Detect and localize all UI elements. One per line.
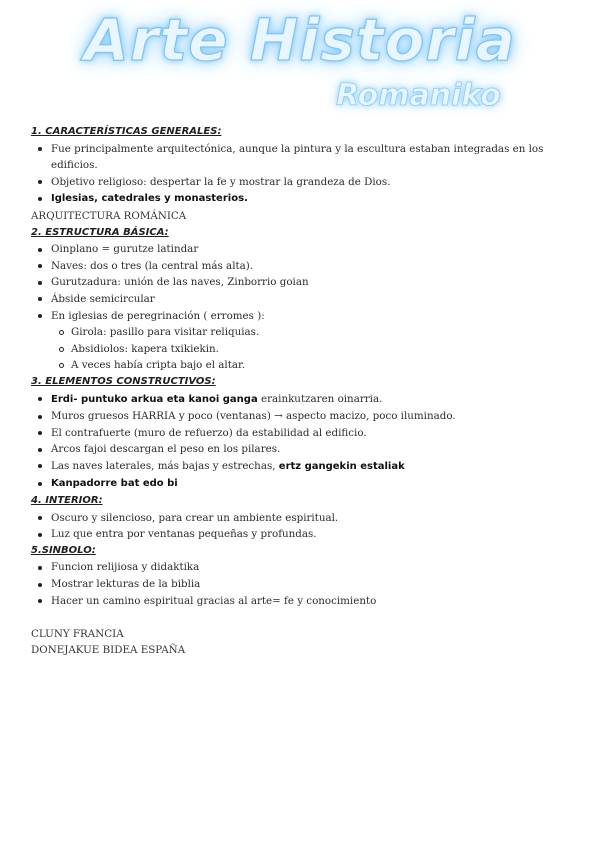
list-item: Muros gruesos HARRIA y poco (ventanas) → aspecto macizo, poco iluminado. <box>31 408 576 425</box>
list-item <box>31 391 576 409</box>
bold-text: ertz gangekin estaliak <box>278 460 405 472</box>
list-item: Funcion relijiosa y didaktika <box>31 559 576 576</box>
list-item: Hacer un camino espiritual gracias al arte= fe y conocimiento <box>31 593 576 610</box>
list-item: Arcos fajoi descargan el peso en los pilares. <box>31 441 576 458</box>
notes-content <box>31 124 576 659</box>
bold-text: Iglesias, catedrales y monasterios. <box>51 193 248 205</box>
list-item: Gurutzadura: unión de las naves, Zinborrio goian <box>31 274 576 291</box>
elementos-list <box>31 391 576 494</box>
bold-text: Kanpadorre bat edo bi <box>51 478 178 490</box>
simbolo-list <box>31 559 576 609</box>
list-item: Naves: dos o tres (la central más alta). <box>31 258 576 275</box>
list-item <box>31 458 576 476</box>
item-text: erainkutzaren oinarria. <box>257 392 383 405</box>
list-item: Oscuro y silencioso, para crear un ambiente espiritual. <box>31 510 576 527</box>
list-item: Ábside semicircular <box>31 291 576 308</box>
caracteristicas-list <box>31 141 576 208</box>
estructura-list <box>31 241 576 324</box>
interior-list <box>31 510 576 543</box>
item-text: Las naves laterales, más bajas y estrechas, <box>51 459 279 472</box>
sublist-item: Girola: pasillo para visitar reliquias. <box>31 324 576 341</box>
sublist-item: A veces había cripta bajo el altar. <box>31 357 576 374</box>
peregrinacion-sublist <box>31 324 576 374</box>
list-item: En iglesias de peregrinación ( erromes ): <box>31 308 576 325</box>
section-heading-elementos: 3. ELEMENTOS CONSTRUCTIVOS: <box>31 375 216 387</box>
list-item: Mostrar lekturas de la biblia <box>31 576 576 593</box>
footer-line: CLUNY FRANCIA <box>31 627 124 640</box>
list-item <box>31 190 576 208</box>
list-item: El contrafuerte (muro de refuerzo) da estabilidad al edificio. <box>31 425 576 442</box>
list-item: Objetivo religioso: despertar la fe y mostrar la grandeza de Dios. <box>31 174 576 191</box>
page-subtitle: Romaniko <box>336 78 501 113</box>
list-item: Fue principalmente arquitectónica, aunque la pintura y la escultura estaban integradas en los edificios. <box>31 141 576 174</box>
section-heading-simbolo: 5.SINBOLO: <box>31 544 96 556</box>
bold-text: Erdi- puntuko arkua eta kanoi ganga <box>51 393 258 405</box>
footer-line: DONEJAKUE BIDEA ESPAÑA <box>31 644 186 657</box>
list-item <box>31 475 576 493</box>
sublist-item: Absidiolos: kapera txikiekin. <box>31 341 576 358</box>
arquitectura-label: ARQUITECTURA ROMÁNICA <box>31 209 187 222</box>
page-title: Arte Historia <box>84 6 516 74</box>
list-item: Luz que entra por ventanas pequeñas y profundas. <box>31 526 576 543</box>
list-item: Oinplano = gurutze latindar <box>31 241 576 258</box>
section-heading-interior: 4. INTERIOR: <box>31 495 103 507</box>
section-heading-estructura: 2. ESTRUCTURA BÁSICA: <box>31 226 169 238</box>
section-heading-caracteristicas: 1. CARACTERÍSTICAS GENERALES: <box>31 126 222 137</box>
spacer <box>31 609 576 626</box>
title-banner <box>0 0 600 122</box>
